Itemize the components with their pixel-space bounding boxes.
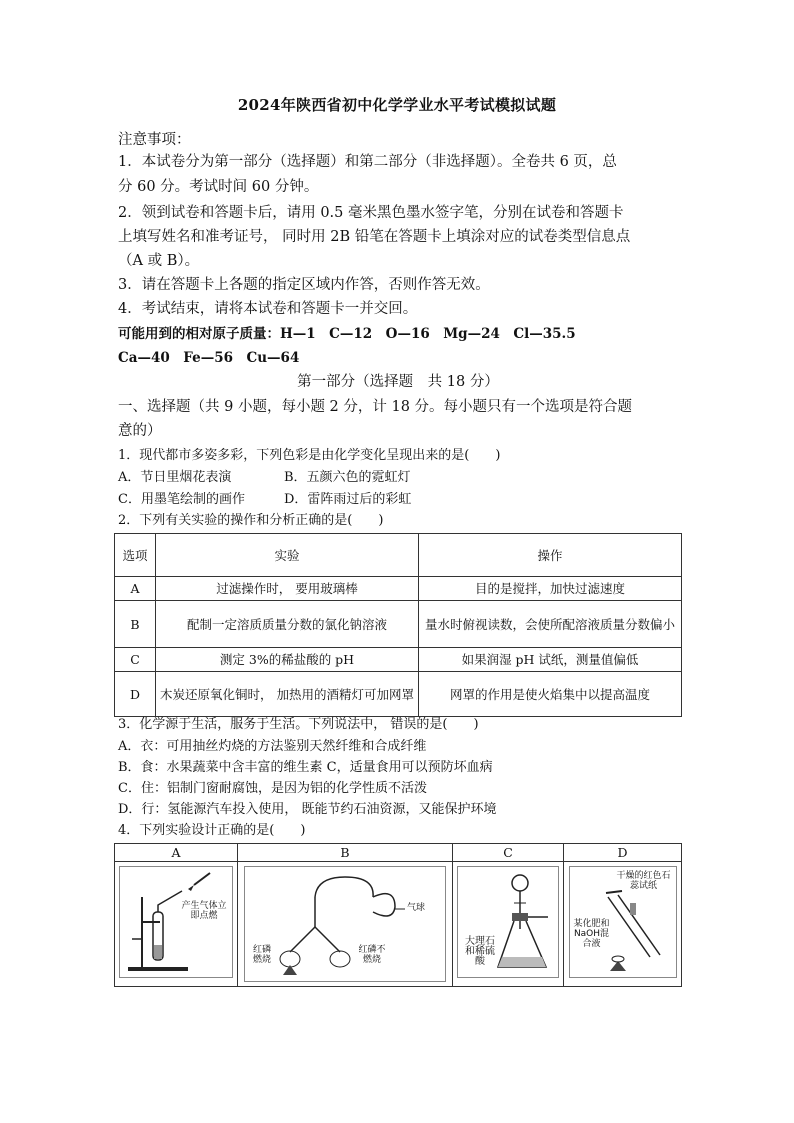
q3-option-d: D．行：氢能源汽车投入使用， 既能节约石油资源，又能保护环境: [118, 802, 497, 817]
notice-item-4: 4．考试结束，请将本试卷和答题卡一并交回。: [118, 301, 418, 317]
notice-item-1a: 1．本试卷分为第一部分（选择题）和第二部分（非选择题）。全卷共 6 页，总: [118, 154, 617, 170]
table-row: [115, 672, 682, 717]
table-header-row: [115, 534, 682, 577]
table-row: [115, 601, 682, 648]
q4-header-d: D: [564, 844, 682, 862]
q4-figure-row: [115, 862, 682, 987]
atomic-mass-line-2: Ca—40 Fe—56 Cu—64: [118, 350, 300, 366]
row-c-option: C: [115, 648, 156, 672]
figure-b-left-label: 红磷燃烧: [252, 945, 271, 965]
q4-header-a: A: [115, 844, 238, 862]
q4-figure-table: [114, 843, 682, 987]
header-experiment: 实验: [156, 534, 419, 577]
q4-cell-a: [115, 862, 238, 987]
figure-a-apparatus-icon: [120, 867, 232, 977]
figure-b-apparatus-icon: [245, 867, 445, 981]
q1-options-row-1: [118, 468, 411, 488]
q3-option-b: B．食：水果蔬菜中含丰富的维生素 C，适量食用可以预防坏血病: [118, 760, 493, 775]
q2-stem: 2．下列有关实验的操作和分析正确的是( ): [118, 513, 384, 528]
section-heading-line-1: 一、选择题（共 9 小题，每小题 2 分，计 18 分。每小题只有一个选项是符合题: [118, 399, 633, 415]
row-d-operation: 网罩的作用是使火焰集中以提高温度: [419, 672, 682, 717]
q1-stem: 1．现代都市多姿多彩，下列色彩是由化学变化呈现出来的是( ): [118, 448, 501, 463]
q1-option-a: A．节日里烟花表演: [118, 470, 232, 485]
q4-cell-c: [453, 862, 564, 987]
figure-d-left-label: 某化肥和NaOH混合液: [573, 919, 610, 949]
section-heading-line-2: 意的）: [118, 423, 162, 439]
row-d-option: D: [115, 672, 156, 717]
figure-b-balloon-label: 气球: [407, 903, 426, 913]
q4-cell-d: [564, 862, 682, 987]
figure-d: [569, 866, 677, 978]
figure-b: [244, 866, 446, 982]
row-b-option: B: [115, 601, 156, 648]
row-c-experiment: 测定 3%的稀盐酸的 pH: [156, 648, 419, 672]
table-row: [115, 577, 682, 601]
header-option: 选项: [115, 534, 156, 577]
page-title: 2024年陕西省初中化学学业水平考试模拟试题: [237, 96, 557, 114]
row-a-operation: 目的是搅拌，加快过滤速度: [419, 577, 682, 601]
q1-option-b: B．五颜六色的霓虹灯: [284, 470, 411, 485]
notice-item-1b: 分 60 分。考试时间 60 分钟。: [118, 179, 319, 195]
row-d-experiment: 木炭还原氧化铜时， 加热用的酒精灯可加网罩: [156, 672, 419, 717]
header-operation: 操作: [419, 534, 682, 577]
row-c-operation: 如果润湿 pH 试纸，测量值偏低: [419, 648, 682, 672]
q4-header-c: C: [453, 844, 564, 862]
figure-d-top-label: 干燥的红色石蕊试纸: [616, 871, 671, 891]
notice-heading: 注意事项：: [118, 132, 191, 148]
row-b-operation: 量水时俯视读数，会使所配溶液质量分数偏小: [419, 601, 682, 648]
part1-heading: 第一部分（选择题 共 18 分）: [297, 374, 499, 390]
q4-stem: 4．下列实验设计正确的是( ): [118, 823, 306, 838]
row-a-experiment: 过滤操作时， 要用玻璃棒: [156, 577, 419, 601]
figure-a: [119, 866, 233, 978]
figure-c: [457, 866, 559, 978]
q4-header-b: B: [238, 844, 453, 862]
q3-option-c: C．住：铝制门窗耐腐蚀，是因为铝的化学性质不活泼: [118, 781, 427, 796]
notice-item-2b: 上填写姓名和准考证号， 同时用 2B 铅笔在答题卡上填涂对应的试卷类型信息点: [118, 229, 631, 245]
q3-option-a: A．衣：可用抽丝灼烧的方法鉴别天然纤维和合成纤维: [118, 739, 427, 754]
row-a-option: A: [115, 577, 156, 601]
table-row: [115, 648, 682, 672]
q1-option-d: D．雷阵雨过后的彩虹: [284, 492, 412, 507]
notice-item-2a: 2．领到试卷和答题卡后，请用 0.5 毫米黑色墨水签字笔，分别在试卷和答题卡: [118, 205, 624, 221]
q1-option-c: C．用墨笔绘制的画作: [118, 492, 245, 507]
figure-a-label: 产生气体立即点燃: [181, 901, 227, 921]
q1-options-row-2: [118, 490, 411, 510]
row-b-experiment: 配制一定溶质质量分数的氯化钠溶液: [156, 601, 419, 648]
notice-item-3: 3．请在答题卡上各题的指定区域内作答，否则作答无效。: [118, 277, 490, 293]
atomic-mass-line-1: 可能用到的相对原子质量：H—1 C—12 O—16 Mg—24 Cl—35.5: [118, 326, 576, 342]
figure-b-right-label: 红磷不燃烧: [358, 945, 386, 965]
q3-stem: 3．化学源于生活，服务于生活。下列说法中， 错误的是( ): [118, 717, 479, 732]
figure-c-label: 大理石和稀硫酸: [465, 936, 495, 967]
q2-table: [114, 533, 682, 717]
q4-cell-b: [238, 862, 453, 987]
notice-item-2c: （A 或 B）。: [118, 253, 200, 269]
q4-header-row: [115, 844, 682, 862]
